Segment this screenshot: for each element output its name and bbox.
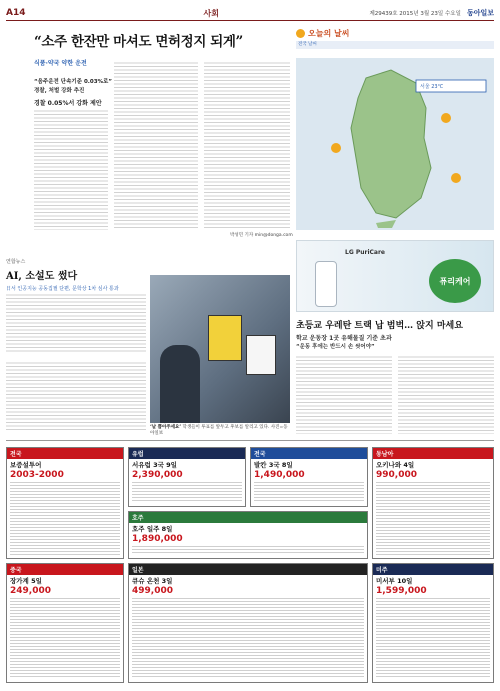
ai-story-tag: 연합뉴스 bbox=[6, 259, 26, 265]
classified-ad-region: 전국 bbox=[251, 448, 367, 459]
classified-ad-title: 장가계 5일 bbox=[10, 577, 42, 585]
ai-story-subhead: 日서 인공지능 공동집필 단편, 문학상 1차 심사 통과 bbox=[6, 286, 119, 292]
classified-ad-region: 유럽 bbox=[129, 448, 245, 459]
story3-body-2 bbox=[398, 354, 494, 434]
classified-ad-region: 미주 bbox=[373, 564, 493, 575]
lead-body-column-1 bbox=[34, 108, 108, 230]
classified-ad[interactable] bbox=[6, 447, 124, 559]
news-photo bbox=[150, 275, 290, 423]
lead-body-column-3 bbox=[204, 60, 290, 230]
photo-caption-text: 학생들이 투표를 앞두고 후보를 알리고 있다. bbox=[182, 425, 270, 430]
classified-ad-body bbox=[132, 480, 242, 503]
lead-byline: 박성민 기자 min@donga.com bbox=[230, 233, 293, 238]
weather-header bbox=[296, 28, 349, 39]
classified-ad-title: 보증설투어 bbox=[10, 461, 42, 469]
classified-ad-price: 249,000 bbox=[10, 586, 51, 596]
classified-ad-price: 990,000 bbox=[376, 470, 417, 480]
classified-ad-price: 1,599,000 bbox=[376, 586, 427, 596]
classified-ad-price: 2,390,000 bbox=[132, 470, 183, 480]
ai-story-body-2 bbox=[6, 360, 146, 432]
lead-kicker: 식품·약국 약한 운전 bbox=[34, 60, 87, 67]
ai-story-headline: AI, 소설도 썼다 bbox=[6, 271, 78, 282]
section-name: 사회 bbox=[203, 8, 219, 18]
classified-ad[interactable] bbox=[128, 511, 368, 559]
classified-ad-region: 일본 bbox=[129, 564, 367, 575]
classified-ad-body bbox=[10, 480, 120, 555]
story3-subhead-2: “운동 후에는 반드시 손 씻어야” bbox=[296, 344, 375, 350]
classified-ad[interactable] bbox=[372, 563, 494, 683]
classified-ad-price: 1,490,000 bbox=[254, 470, 305, 480]
newspaper-logo: 동아일보 bbox=[466, 9, 494, 17]
classified-ad-body bbox=[254, 480, 364, 503]
photo-sign bbox=[208, 315, 242, 361]
photo-caption bbox=[150, 425, 290, 437]
story3-subhead-1: 학교 운동장 1곳 유해물질 기준 초과 bbox=[296, 335, 392, 342]
lg-brand: LG PuriCare bbox=[345, 249, 386, 256]
classified-ad-body bbox=[10, 596, 120, 679]
classified-ad-body bbox=[376, 480, 490, 555]
classified-ad-region: 호주 bbox=[129, 512, 367, 523]
classified-ad-title: 발칸 3국 8일 bbox=[254, 461, 293, 469]
classified-ad-price: 2003-2000 bbox=[10, 470, 64, 480]
ai-story-body-1 bbox=[6, 292, 146, 352]
korea-map-graphic bbox=[296, 58, 494, 230]
classified-ad[interactable] bbox=[6, 563, 124, 683]
page-header bbox=[6, 6, 494, 20]
classified-ad-body bbox=[132, 596, 364, 679]
weather-bar: 전국 날씨 bbox=[296, 41, 494, 49]
classified-ad-region: 전국 bbox=[7, 448, 123, 459]
photo-sign bbox=[246, 335, 276, 375]
classified-ad[interactable] bbox=[372, 447, 494, 559]
ai-story bbox=[6, 258, 146, 292]
lg-tag: 퓨리케어 bbox=[429, 259, 481, 303]
classified-ad-title: 서유럽 3국 9일 bbox=[132, 461, 177, 469]
weather-map-label: 서울 23℃ bbox=[420, 84, 444, 90]
classified-ad-region: 동남아 bbox=[373, 448, 493, 459]
lead-subhead-3: 경찰 0.05%서 강화 제안 bbox=[34, 100, 102, 107]
weather-map bbox=[296, 58, 494, 230]
issue-date: 제29439호 2015년 3월 23일 수요일 bbox=[369, 11, 461, 17]
classified-ad-title: 큐슈 온천 3일 bbox=[132, 577, 173, 585]
classified-ad-title: 오키나와 4일 bbox=[376, 461, 415, 469]
classified-ad[interactable] bbox=[128, 447, 246, 507]
classified-ad[interactable] bbox=[250, 447, 368, 507]
classified-ad[interactable] bbox=[128, 563, 368, 683]
photo-caption-title: ‘날 뽑아주세요’ bbox=[150, 425, 182, 430]
classified-ad-price: 499,000 bbox=[132, 586, 173, 596]
air-purifier-image bbox=[315, 261, 337, 307]
photo-figure bbox=[160, 345, 200, 423]
classified-ad-price: 1,890,000 bbox=[132, 534, 183, 544]
sun-icon bbox=[296, 29, 305, 38]
classified-ad-body bbox=[132, 544, 364, 555]
weather-box bbox=[296, 28, 494, 233]
story3-body-1 bbox=[296, 354, 392, 434]
story3-headline: 초등교 우레탄 트랙 납 범벅… 앉지 마세요 bbox=[296, 321, 463, 331]
page-number: A14 bbox=[6, 8, 26, 18]
lead-subhead-1: “음주운전 단속기준 0.03%로” bbox=[34, 79, 112, 85]
classified-ad-title: 호주 일주 8일 bbox=[132, 525, 173, 533]
classified-ad-body bbox=[376, 596, 490, 679]
weather-title: 오늘의 날씨 bbox=[308, 29, 350, 38]
lead-subhead-2: 경찰, 처벌 강화 추진 bbox=[34, 88, 85, 94]
lead-body-column-2 bbox=[114, 60, 198, 230]
classified-ads bbox=[6, 447, 494, 687]
ad-divider bbox=[6, 440, 494, 441]
lead-headline: “소주 한잔만 마셔도 면허정지 되게” bbox=[34, 34, 243, 50]
classified-ad-region: 중국 bbox=[7, 564, 123, 575]
header-rule bbox=[6, 20, 494, 21]
classified-ad-title: 미서부 10일 bbox=[376, 577, 413, 585]
photo-credit: 사진=동아일보 bbox=[150, 425, 288, 436]
lg-ad[interactable] bbox=[296, 240, 494, 312]
